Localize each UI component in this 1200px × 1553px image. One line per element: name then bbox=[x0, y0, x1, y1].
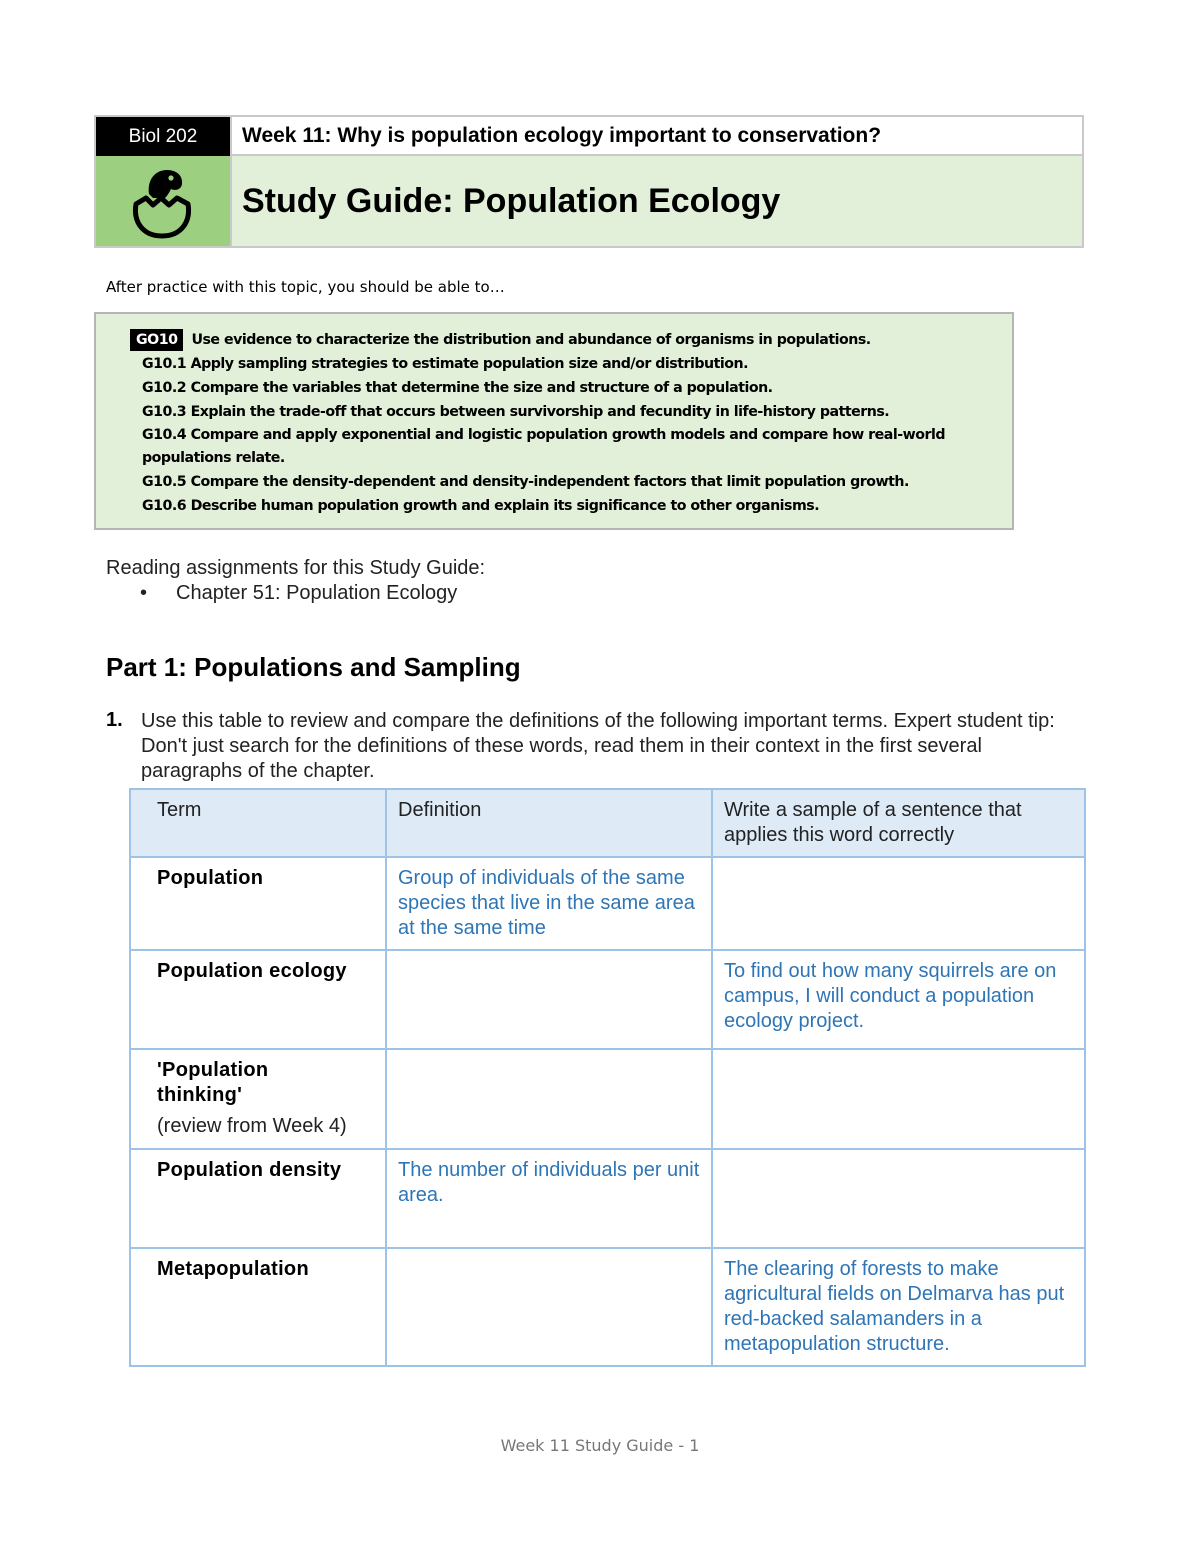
term-name: Metapopulation bbox=[157, 1258, 309, 1280]
study-guide-header bbox=[94, 115, 1084, 248]
reading-intro: Reading assignments for this Study Guide: bbox=[106, 557, 486, 579]
sample-cell[interactable] bbox=[712, 1149, 1085, 1248]
sample-cell[interactable]: To find out how many squirrels are on campus, I will conduct a population ecology project. bbox=[712, 950, 1085, 1049]
objective-list bbox=[142, 352, 996, 518]
table-row bbox=[130, 950, 1085, 1049]
goal-code-badge: GO10 bbox=[130, 329, 183, 351]
bullet-icon: • bbox=[140, 582, 148, 604]
goal-line bbox=[130, 328, 871, 352]
sample-cell[interactable] bbox=[712, 857, 1085, 950]
part-heading: Part 1: Populations and Sampling bbox=[106, 652, 521, 682]
term-note: (review from Week 4) bbox=[157, 1115, 347, 1137]
table-row bbox=[130, 1049, 1085, 1149]
term-name: Population ecology bbox=[157, 960, 347, 982]
terms-table bbox=[129, 788, 1086, 1367]
term-name: Population density bbox=[157, 1159, 342, 1181]
hatching-egg-icon bbox=[131, 164, 193, 240]
objective-item: G10.5 Compare the density-dependent and density-independent factors that limit population growth. bbox=[142, 474, 909, 490]
column-header-definition: Definition bbox=[386, 789, 712, 857]
reading-item-text: Chapter 51: Population Ecology bbox=[176, 582, 458, 604]
guide-title: Study Guide: Population Ecology bbox=[230, 156, 1082, 246]
objective-item: G10.6 Describe human population growth and explain its significance to other organisms. bbox=[142, 498, 820, 514]
definition-cell[interactable]: The number of individuals per unit area. bbox=[386, 1149, 712, 1248]
term-cell bbox=[130, 1248, 386, 1366]
definition-cell[interactable] bbox=[386, 950, 712, 1049]
table-row bbox=[130, 1248, 1085, 1366]
term-name: 'Population thinking' bbox=[157, 1059, 269, 1106]
definition-cell[interactable]: Group of individuals of the same species that live in the same area at the same time bbox=[386, 857, 712, 950]
question-number: 1. bbox=[106, 709, 123, 731]
week-title: Week 11: Why is population ecology important to conservation? bbox=[230, 117, 1082, 156]
term-cell bbox=[130, 950, 386, 1049]
table-row bbox=[130, 1149, 1085, 1248]
objective-item: G10.1 Apply sampling strategies to estimate population size and/or distribution. bbox=[142, 356, 749, 372]
course-code: Biol 202 bbox=[96, 117, 230, 156]
reading-list-item bbox=[140, 582, 457, 605]
learning-objectives-box bbox=[94, 312, 1014, 530]
sample-cell[interactable]: The clearing of forests to make agricultural fields on Delmarva has put red-backed salamanders in a metapopulation structure. bbox=[712, 1248, 1085, 1366]
objective-item: G10.2 Compare the variables that determine the size and structure of a population. bbox=[142, 380, 773, 396]
page-footer: Week 11 Study Guide - 1 bbox=[500, 1436, 700, 1455]
question-text: Use this table to review and compare the definitions of the following important terms. Expert student tip: Don't just search for the definitions of these words, read them in their context in the first several paragraphs of the chapter. bbox=[141, 710, 1055, 782]
term-cell bbox=[130, 1049, 386, 1149]
column-header-sample: Write a sample of a sentence that applies this word correctly bbox=[712, 789, 1085, 857]
objectives-intro: After practice with this topic, you should be able to… bbox=[106, 278, 505, 296]
logo-cell bbox=[96, 156, 230, 246]
term-cell bbox=[130, 857, 386, 950]
objective-item: G10.3 Explain the trade-off that occurs between survivorship and fecundity in life-history patterns. bbox=[142, 404, 890, 420]
definition-cell[interactable] bbox=[386, 1049, 712, 1149]
table-row bbox=[130, 857, 1085, 950]
sample-cell[interactable] bbox=[712, 1049, 1085, 1149]
goal-text: Use evidence to characterize the distribution and abundance of organisms in populations. bbox=[191, 332, 871, 348]
objective-item: G10.4 Compare and apply exponential and logistic population growth models and compare how real-world populations relate. bbox=[142, 427, 945, 466]
table-header-row bbox=[130, 789, 1085, 857]
term-name: Population bbox=[157, 867, 264, 889]
definition-cell[interactable] bbox=[386, 1248, 712, 1366]
term-cell bbox=[130, 1149, 386, 1248]
column-header-term: Term bbox=[130, 789, 386, 857]
